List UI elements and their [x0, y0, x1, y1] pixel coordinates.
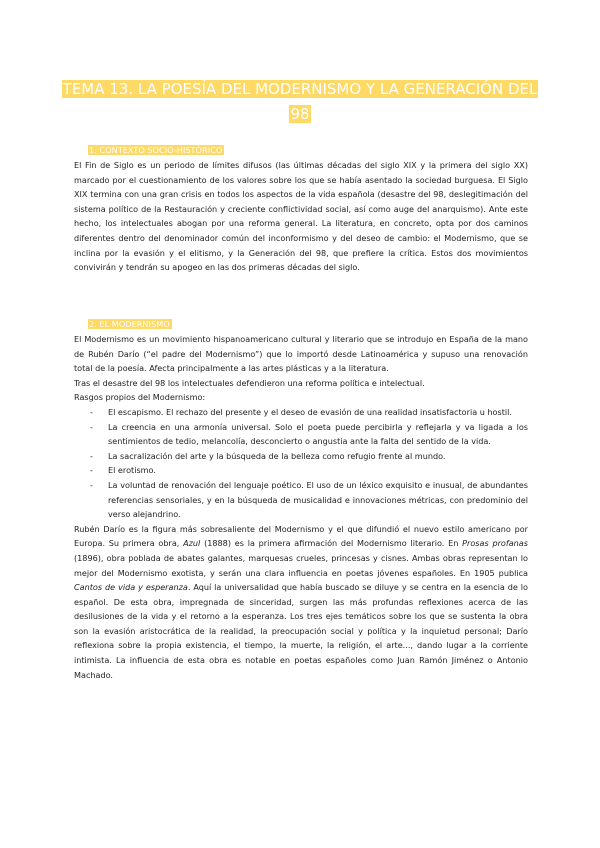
- list-item: [74, 478, 528, 522]
- section-heading-modernism: [88, 318, 172, 330]
- text-run: (1896), obra poblada de abates galantes, marquesas crueles, princesas y cisnes. Ambas obras representan lo mejor del Modernismo exotista, y serán una clara influencia en poetas jóvenes españoles. En 1905 publica: [74, 552, 528, 578]
- section-context-body: [74, 158, 528, 275]
- book-title-cantos: Cantos de vida y esperanza: [74, 582, 188, 593]
- ruben-dario-paragraph: [74, 522, 528, 683]
- list-item: [74, 405, 528, 420]
- bullet-dash: -: [90, 450, 93, 461]
- list-item-text: El erotismo.: [108, 465, 156, 476]
- section-modernism-body: [74, 332, 528, 682]
- list-item-text: El escapismo. El rechazo del presente y el deseo de evasión de una realidad insatisfactoria u hostil.: [108, 406, 512, 417]
- book-title-azul: Azul: [183, 538, 201, 549]
- bullet-dash: -: [90, 465, 93, 476]
- modernism-traits-list: [74, 405, 528, 522]
- context-paragraph: El Fin de Siglo es un periodo de límites difusos (las últimas décadas del siglo XIX y la primera del siglo XX) marcado por el cuestionamiento de los valores sobre los que se había asentado la sociedad burguesa. El Siglo XIX termina con una gran crisis en todos los aspectos de la vida española (desastre del 98, deslegitimación del sistema político de la Restauración y creciente conflictividad social, así como auge del anarquismo). Ante este hecho, los intelectuales abogan por una reforma general. La literatura, en concreto, opta por dos caminos diferentes dentro del denominador común del inconformismo y del deseo de cambio: el Modernismo, que se inclina por la evasión y el elitismo, y la Generación del 98, que prefiere la crítica. Estos dos movimientos convivirán y tendrán su apogeo en las dos primeras décadas del siglo.: [74, 160, 528, 273]
- modernism-disaster-paragraph: Tras el desastre del 98 los intelectuales defendieron una reforma política e intelectual.: [74, 377, 425, 388]
- text-run: Rubén Darío es la figura más sobresaliente del Modernismo y el que difundió el nuevo estilo americano por Europa. Su primera obra,: [74, 523, 528, 549]
- book-title-prosas-profanas: Prosas profanas: [462, 538, 528, 549]
- list-item-text: La creencia en una armonía universal. Solo el poeta puede percibirla y reflejarla y va ligada a los sentimientos de tedio, melancolía, desconcierto o angustia ante la falta del sentido de la vida.: [108, 421, 528, 447]
- list-item-text: La voluntad de renovación del lenguaje poético. El uso de un léxico exquisito e inusual, de abundantes referencias sensoriales, y en la búsqueda de musicalidad e innovaciones métricas, con predominio del verso alejandrino.: [108, 479, 528, 520]
- section-heading-context-text: 1. CONTEXTO SOCIO-HISTÓRICO: [89, 145, 223, 155]
- bullet-dash: -: [90, 406, 93, 417]
- text-run: (1888) es la primera afirmación del Modernismo literario. En: [200, 538, 463, 549]
- list-item: [74, 449, 528, 464]
- list-item: [74, 420, 528, 449]
- modernism-intro-paragraph: El Modernismo es un movimiento hispanoamericano cultural y literario que se introdujo en España de la mano de Rubén Darío (“el padre del Modernismo”) que lo importó desde Latinoamérica y supuso una renovación total de la poesía. Afecta principalmente a las artes plásticas y a la literatura.: [74, 334, 528, 374]
- section-heading-modernism-text: 2. EL MODERNISMO: [89, 319, 170, 329]
- bullet-dash: -: [90, 479, 93, 490]
- page-title: [60, 77, 540, 127]
- modernism-traits-label: Rasgos propios del Modernismo:: [74, 392, 206, 403]
- list-item-text: La sacralización del arte y la búsqueda de la belleza como refugio frente al mundo.: [108, 450, 446, 461]
- text-run: . Aquí la universalidad que había buscado se diluye y se centra en la esencia de lo español. De esta obra, impregnada de sinceridad, surgen las más profundas reflexiones acerca de las desilusiones de la vida y el retorno a la esperanza. Los tres ejes temáticos sobre los que se sustenta la obra son la evasión aristocrática de la realidad, la preocupación social y política y la inquietud personal; Darío reflexiona sobre la propia existencia, el tiempo, la muerte, la religión, el arte..., dando lugar a la corriente intimista. La influencia de esta obra es notable en poetas españoles como Juan Ramón Jiménez o Antonio Machado.: [74, 582, 528, 680]
- section-heading-context: [88, 144, 224, 156]
- list-item: [74, 463, 528, 478]
- page-title-text: TEMA 13. LA POESÍA DEL MODERNISMO Y LA GENERACIÓN DEL 98: [62, 80, 538, 123]
- bullet-dash: -: [90, 421, 93, 432]
